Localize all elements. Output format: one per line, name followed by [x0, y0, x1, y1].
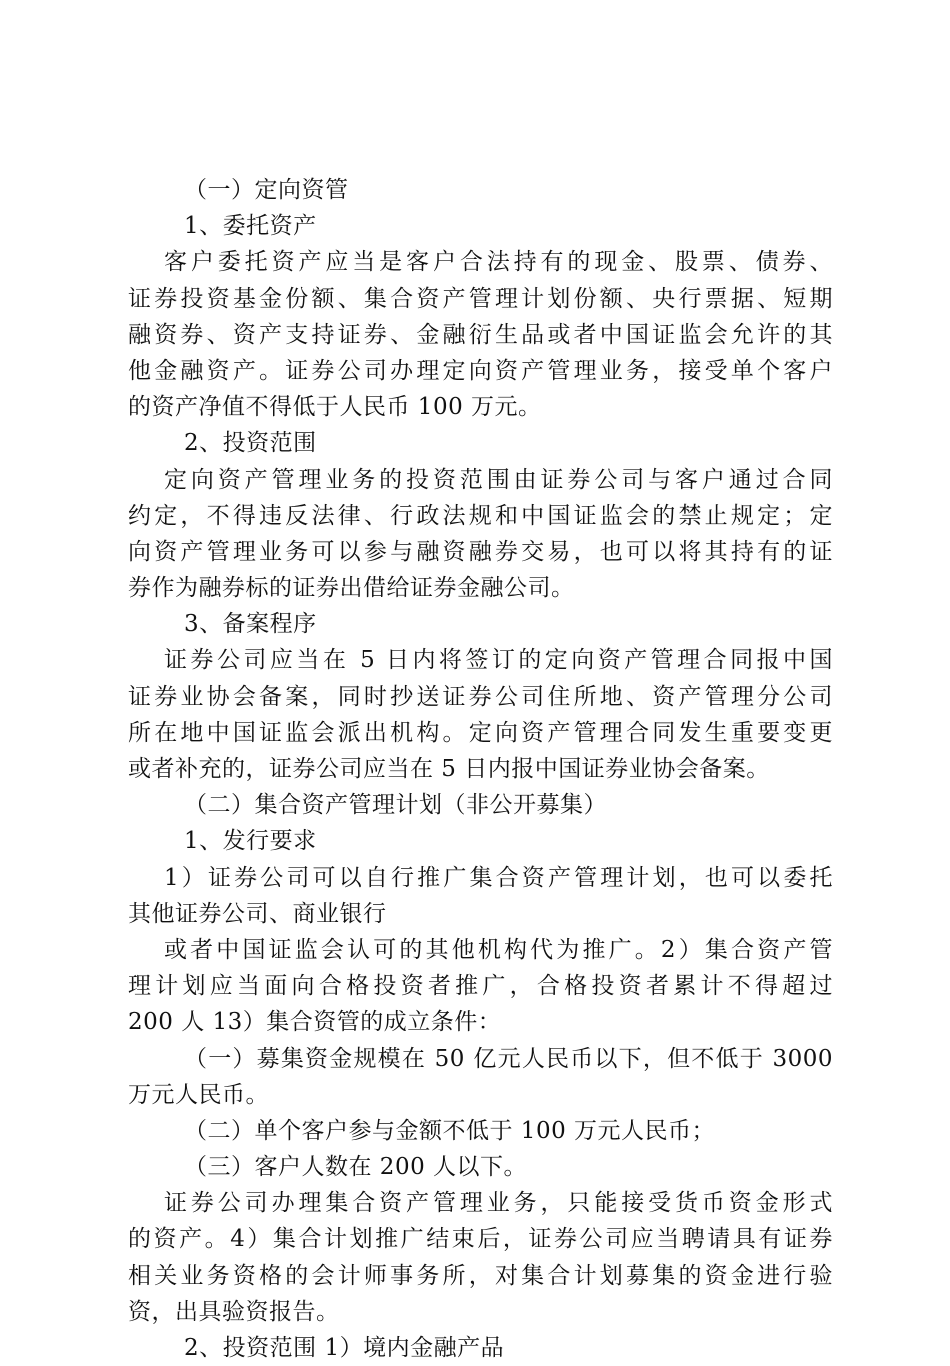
text-line: 3、备案程序	[184, 611, 317, 638]
document-body	[128, 172, 833, 1366]
text-line: 200 人 13）集合资管的成立条件：	[128, 1009, 502, 1036]
text-line: （二）单个客户参与金额不低于 100 万元人民币；	[184, 1117, 716, 1144]
text-line: 1、委托资产	[184, 213, 317, 240]
text-line: 证券投资基金份额、集合资产管理计划份额、央行票据、短期	[128, 285, 833, 312]
text-line: 的资产净值不得低于人民币 100 万元。	[128, 394, 542, 421]
text-line: 客户委托资产应当是客户合法持有的现金、股票、债券、	[164, 249, 833, 276]
text-line: 2、投资范围	[184, 430, 317, 457]
text-line: 理计划应当面向合格投资者推广，合格投资者累计不得超过	[128, 973, 833, 1000]
text-line: （一）定向资管	[184, 177, 349, 203]
text-line: 1）证券公司可以自行推广集合资产管理计划，也可以委托	[164, 864, 833, 891]
text-line: 的资产。4）集合计划推广结束后，证券公司应当聘请具有证券	[128, 1226, 833, 1253]
text-line: 券作为融券标的证券出借给证券金融公司。	[128, 575, 575, 602]
text-line: 或者补充的，证券公司应当在 5 日内报中国证券业协会备案。	[128, 756, 770, 782]
text-line: 证券公司应当在 5 日内将签订的定向资产管理合同报中国	[164, 647, 833, 674]
text-line: 证券业协会备案，同时抄送证券公司住所地、资产管理分公司	[128, 683, 833, 710]
text-line: 或者中国证监会认可的其他机构代为推广。2）集合资产管	[164, 936, 833, 963]
text-line: 所在地中国证监会派出机构。定向资产管理合同发生重要变更	[128, 719, 833, 746]
text-line: 他金融资产。证券公司办理定向资产管理业务，接受单个客户	[128, 357, 833, 384]
text-line: 相关业务资格的会计师事务所，对集合计划募集的资金进行验	[128, 1262, 833, 1289]
text-line: 其他证券公司、商业银行	[128, 900, 387, 927]
text-line: 2、投资范围 1）境内金融产品	[184, 1335, 505, 1361]
text-line: （二）集合资产管理计划（非公开募集）	[184, 792, 607, 819]
text-line: 约定，不得违反法律、行政法规和中国证监会的禁止规定；定	[128, 502, 833, 529]
text-line: 定向资产管理业务的投资范围由证券公司与客户通过合同	[164, 466, 833, 493]
text-line: （一）募集资金规模在 50 亿元人民币以下，但不低于 3000	[184, 1045, 833, 1072]
text-line: 向资产管理业务可以参与融资融券交易，也可以将其持有的证	[128, 538, 833, 565]
text-line: 融资券、资产支持证券、金融衍生品或者中国证监会允许的其	[128, 321, 833, 348]
text-line: 1、发行要求	[184, 828, 317, 855]
text-line: 资，出具验资报告。	[128, 1298, 340, 1325]
text-line: （三）客户人数在 200 人以下。	[184, 1154, 528, 1181]
text-line: 万元人民币。	[128, 1081, 269, 1108]
text-line: 证券公司办理集合资产管理业务，只能接受货币资金形式	[164, 1190, 833, 1217]
